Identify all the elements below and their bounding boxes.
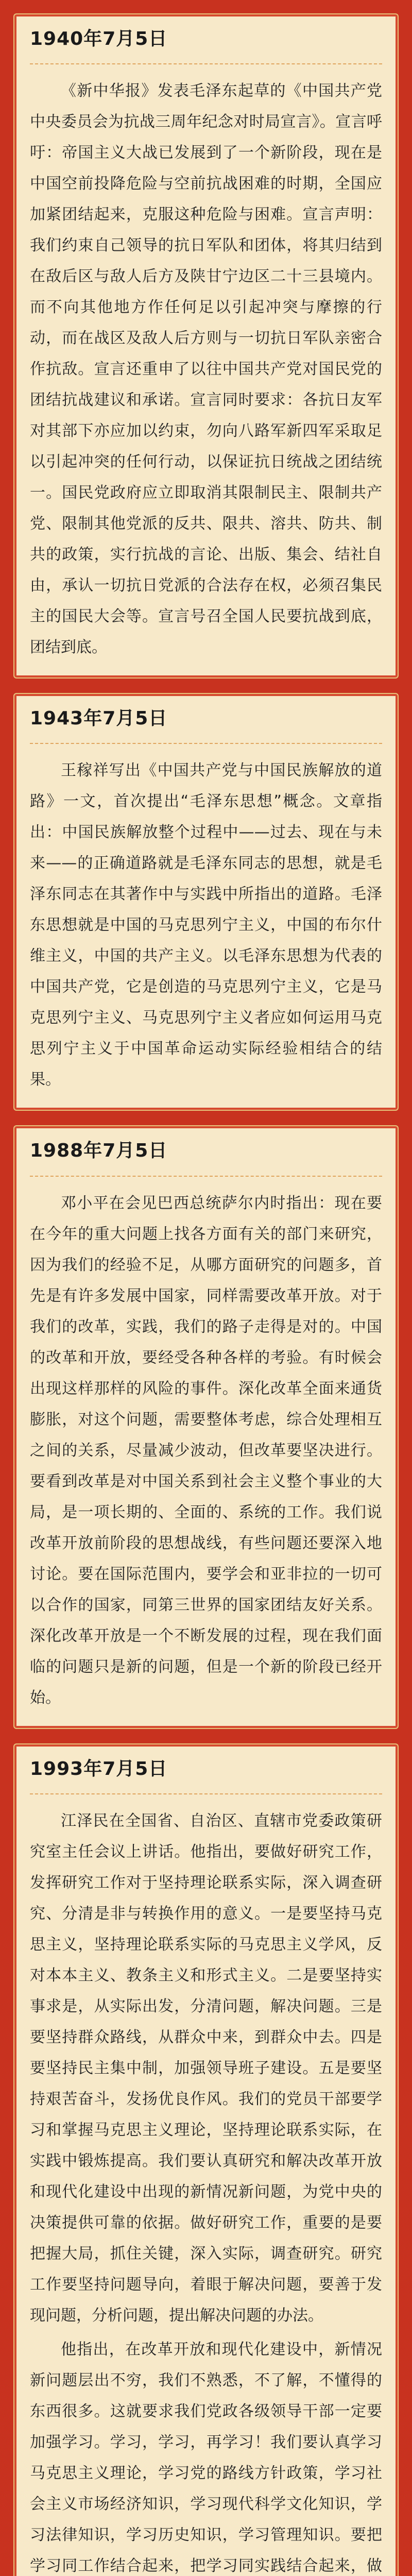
entry-date: 1940年7月5日	[30, 28, 168, 49]
entry-date: 1988年7月5日	[30, 1140, 168, 1162]
entry-date: 1943年7月5日	[30, 708, 168, 730]
divider	[30, 63, 382, 64]
entry-card-1943	[13, 693, 399, 1111]
entry-paragraph: 王稼祥写出《中国共产党与中国民族解放的道路》一文，首次提出“毛泽东思想”概念。文章指出：中国民族解放整个过程中——过去、现在与未来——的正确道路就是毛泽东同志的思想，就是毛泽东同志在其著作中与实践中所指出的道路。毛泽东思想就是中国的马克思列宁主义，中国的布尔什维主义，中国的共产主义。以毛泽东思想为代表的中国共产党，它是创造的马克思列宁主义，它是马克思列宁主义、马克思列宁主义者应如何运用马克思列宁主义于中国革命运动实际经验相结合的结果。	[30, 761, 382, 1089]
entry-paragraph: 江泽民在全国省、自治区、直辖市党委政策研究室主任会议上讲话。他指出，要做好研究工作，发挥研究工作对于坚持理论联系实际，深入调查研究、分清是非与转换作用的意义。一是要坚持马克思主义，坚持理论联系实际的马克思主义学风，反对本本主义、教条主义和形式主义。二是要坚持实事求是，从实际出发，分清问题，解决问题。三是要坚持群众路线，从群众中来，到群众中去。四是要坚持民主集中制，加强领导班子建设。五是要坚持艰苦奋斗，发扬优良作风。我们的党员干部要学习和掌握马克思主义理论，坚持理论联系实际，在实践中锻炼提高。我们要认真研究和解决改革开放和现代化建设中出现的新情况新问题，为党中央的决策提供可靠的依据。做好研究工作，重要的是要把握大局，抓住关键，深入实际，调查研究。研究工作要坚持问题导向，着眼于解决问题，要善于发现问题，分析问题，提出解决问题的办法。	[30, 1811, 382, 2325]
divider	[30, 743, 382, 744]
divider	[30, 1176, 382, 1177]
entry-card-1993	[13, 1743, 399, 2576]
entry-paragraph: 他指出，在改革开放和现代化建设中，新情况新问题层出不穷，我们不熟悉，不了解，不懂得的东西很多。这就要求我们党政各级领导干部一定要加强学习。学习，学习，再学习！我们要认真学习马克思主义理论，学习党的路线方针政策，学习社会主义市场经济知识，学习现代科学文化知识，学习法律知识，学习历史知识，学习管理知识。要把学习同工作结合起来，把学习同实践结合起来，做	[30, 2340, 382, 2575]
divider	[30, 1793, 382, 1794]
entry-date: 1993年7月5日	[30, 1758, 168, 1780]
entry-paragraph: 邓小平在会见巴西总统萨尔内时指出：现在要在今年的重大问题上找各方面有关的部门来研究，因为我们的经验不足，从哪方面研究的问题多，首先是有许多发展中国家，同样需要改革开放。对于我们的改革，实践，我们的路子走得是对的。中国的改革和开放，要经受各种各样的考验。有时候会出现这样那样的风险的事件。深化改革全面来通货膨胀，对这个问题，需要整体考虑，综合处理相互之间的关系，尽量减少波动，但改革要坚决进行。要看到改革是对中国关系到社会主义整个事业的大局，是一项长期的、全面的、系统的工作。我们说改革开放前阶段的思想战线，有些问题还要深入地讨论。要在国际范围内，要学会和亚非拉的一切可以合作的国家，同第三世界的国家团结友好关系。深化改革开放是一个不断发展的过程，现在我们面临的问题只是新的问题，但是一个新的阶段已经开始。	[30, 1194, 382, 1707]
entry-card-1988	[13, 1125, 399, 1728]
entry-paragraph: 《新中华报》发表毛泽东起草的《中国共产党中央委员会为抗战三周年纪念对时局宣言》。宣言呼吁：帝国主义大战已发展到了一个新阶段，现在是中国空前投降危险与空前抗战困难的时期，全国应加紧团结起来，克服这种危险与困难。宣言声明：我们约束自己领导的抗日军队和团体，将其归结到在敌后区与敌人后方及陕甘宁边区二十三县境内。而不向其他地方作任何足以引起冲突与摩擦的行动，而在战区及敌人后方则与一切抗日军队亲密合作抗敌。宣言还重申了以往中国共产党对国民党的团结抗战建议和承诺。宣言同时要求：各抗日友军对其部下亦应加以约束，勿向八路军新四军采取足以引起冲突的任何行动，以保证抗日统战之团结统一。国民党政府应立即取消其限制民主、限制共产党、限制其他党派的反共、限共、溶共、防共、制共的政策，实行抗战的言论、出版、集会、结社自由，承认一切抗日党派的合法存在权，必须召集民主的国民大会等。宣言号召全国人民要抗战到底，团结到底。	[30, 82, 382, 657]
entry-card-1940	[13, 13, 399, 679]
